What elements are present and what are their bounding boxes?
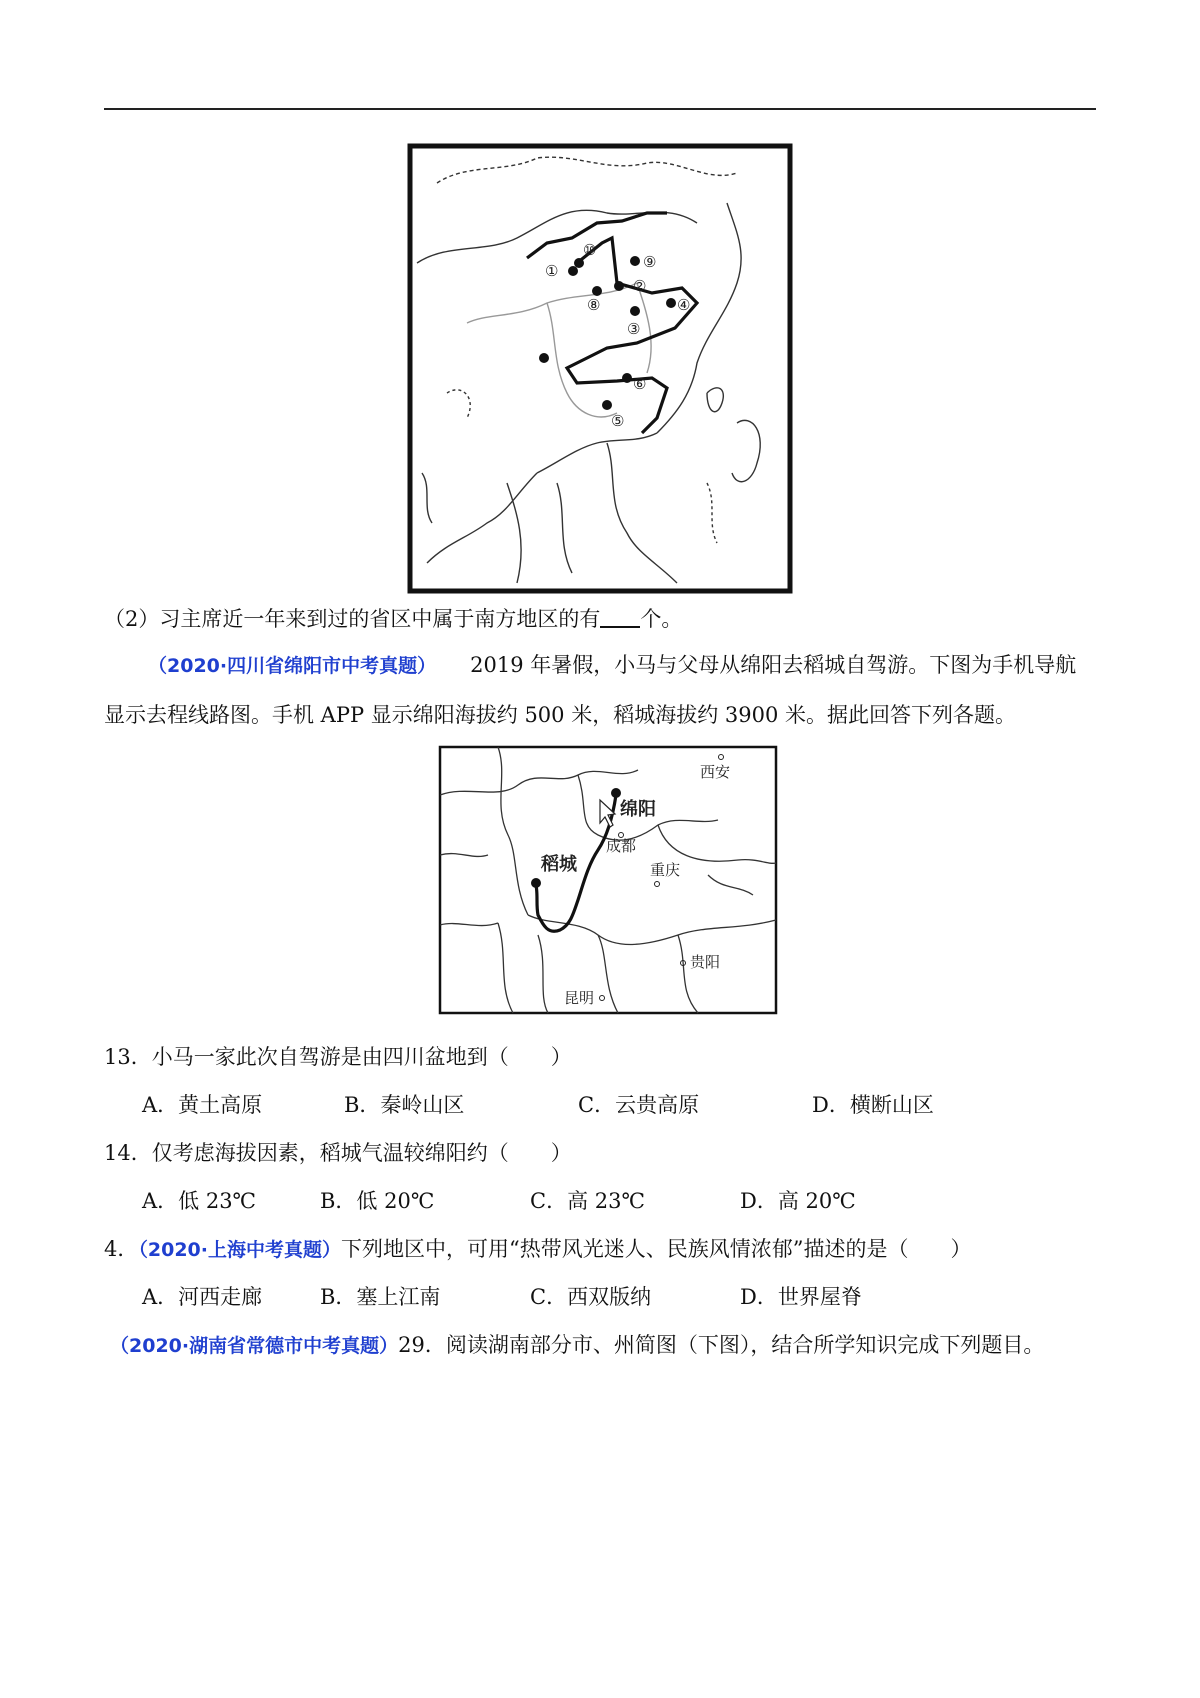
intro-line-1: （2020·四川省绵阳市中考真题） 2019 年暑假，小马与父母从绵阳去稻城自驾游。下图为手机导航 xyxy=(148,653,1077,677)
marker-2: ② xyxy=(633,277,647,295)
question-2: （2）习主席近一年来到过的省区中属于南方地区的有 个。 xyxy=(104,607,683,631)
question-14-stem: 14．仅考虑海拔因素，稻城气温较绵阳约（ ） xyxy=(104,1141,572,1165)
q14-option-b[interactable]: B．低 20℃ xyxy=(320,1189,435,1213)
q4-option-c[interactable]: C．西双版纳 xyxy=(530,1285,652,1309)
q14-option-d[interactable]: D．高 20℃ xyxy=(740,1189,856,1213)
label-xian: 西安 xyxy=(700,763,731,781)
marker-5: ⑤ xyxy=(611,412,625,430)
marker-10: ⑩ xyxy=(583,241,597,259)
q14-option-a[interactable]: A．低 23℃ xyxy=(142,1189,257,1213)
q4-option-a[interactable]: A．河西走廊 xyxy=(142,1285,263,1309)
q13-option-c[interactable]: C．云贵高原 xyxy=(578,1093,700,1117)
q13-option-a[interactable]: A．黄土高原 xyxy=(142,1093,263,1117)
sichuan-route-map xyxy=(438,745,778,1015)
question-13-stem: 13．小马一家此次自驾游是由四川盆地到（ ） xyxy=(104,1045,572,1069)
label-kunming: 昆明 xyxy=(564,989,595,1007)
question-4-stem: 4．（2020·上海中考真题）下列地区中，可用“热带风光迷人、民族风情浓郁”描述的是（ ） xyxy=(104,1237,972,1261)
marker-6: ⑥ xyxy=(633,375,647,393)
q13-option-d[interactable]: D．横断山区 xyxy=(812,1093,934,1117)
label-guiyang: 贵阳 xyxy=(690,953,721,971)
answer-blank[interactable] xyxy=(600,606,640,628)
marker-4: ④ xyxy=(677,296,691,314)
label-chengdu: 成都 xyxy=(606,837,637,855)
marker-9: ⑨ xyxy=(643,253,657,271)
marker-8: ⑧ xyxy=(587,296,601,314)
marker-3: ③ xyxy=(627,320,641,338)
question-29-stem: （2020·湖南省常德市中考真题）29．阅读湖南部分市、州简图（下图），结合所学知识完成下列题目。 xyxy=(110,1333,1045,1357)
china-route-map xyxy=(407,143,793,594)
label-chongqing: 重庆 xyxy=(650,861,681,879)
label-mianyang: 绵阳 xyxy=(620,799,656,820)
q13-option-b[interactable]: B．秦岭山区 xyxy=(344,1093,465,1117)
q4-option-d[interactable]: D．世界屋脊 xyxy=(740,1285,862,1309)
top-rule xyxy=(104,108,1096,110)
source-tag: （2020·上海中考真题） xyxy=(138,1239,341,1261)
q4-option-b[interactable]: B．塞上江南 xyxy=(320,1285,441,1309)
marker-1: ① xyxy=(545,262,559,280)
q14-option-c[interactable]: C．高 23℃ xyxy=(530,1189,645,1213)
intro-line-2: 显示去程线路图。手机 APP 显示绵阳海拔约 500 米，稻城海拔约 3900 米。据此回答下列各题。 xyxy=(104,703,1016,727)
source-tag: （2020·湖南省常德市中考真题） xyxy=(110,1335,399,1357)
label-daocheng: 稻城 xyxy=(541,854,577,875)
source-tag: （2020·四川省绵阳市中考真题） xyxy=(148,655,437,677)
